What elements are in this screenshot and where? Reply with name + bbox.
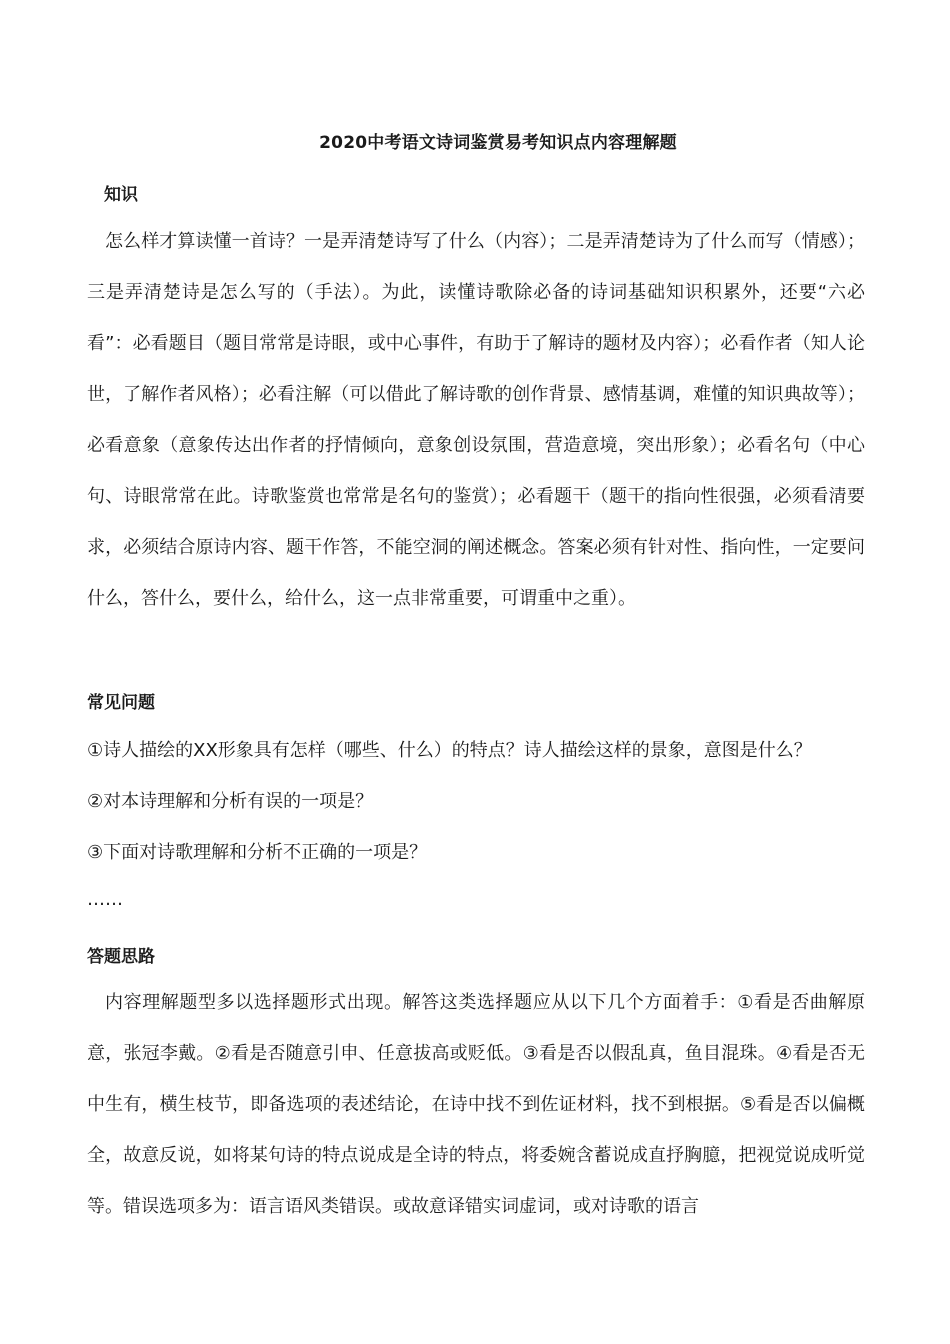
question-item-1: ①诗人描绘的XX形象具有怎样（哪些、什么）的特点？诗人描绘这样的景象，意图是什么？ bbox=[87, 740, 812, 761]
section-heading-knowledge: 知识 bbox=[104, 185, 138, 205]
section-heading-common-questions: 常见问题 bbox=[87, 693, 155, 713]
approach-paragraph: 内容理解题型多以选择题形式出现。解答这类选择题应从以下几个方面着手：①看是否曲解原意，张冠李戴。②看是否随意引申、任意拔高或贬低。③看是否以假乱真，鱼目混珠。④看是否无中生有，横生枝节，即备选项的表述结论，在诗中找不到佐证材料，找不到根据。⑤看是否以偏概全，故意反说，如将某句诗的特点说成是全诗的特点，将委婉含蓄说成直抒胸臆，把视觉说成听觉等。错误选项多为：语言语风类错误。或故意译错实词虚词，或对诗歌的语言 bbox=[87, 992, 865, 1217]
section-heading-approach: 答题思路 bbox=[87, 947, 155, 967]
question-item-ellipsis: …… bbox=[87, 889, 123, 910]
question-item-2: ②对本诗理解和分析有误的一项是？ bbox=[87, 791, 374, 812]
knowledge-paragraph: 怎么样才算读懂一首诗？一是弄清楚诗写了什么（内容）；二是弄清楚诗为了什么而写（情感）；三是弄清楚诗是怎么写的（手法）。为此，读懂诗歌除必备的诗词基础知识积累外，还要“六必看”：必看题目（题目常常是诗眼，或中心事件，有助于了解诗的题材及内容）；必看作者（知人论世，了解作者风格）；必看注解（可以借此了解诗歌的创作背景、感情基调，难懂的知识典故等）；必看意象（意象传达出作者的抒情倾向，意象创设氛围，营造意境，突出形象）；必看名句（中心句、诗眼常常在此。诗歌鉴赏也常常是名句的鉴赏）；必看题干（题干的指向性很强，必须看清要求，必须结合原诗内容、题干作答，不能空洞的阐述概念。答案必须有针对性、指向性，一定要问什么，答什么，要什么，给什么，这一点非常重要，可谓重中之重）。 bbox=[87, 231, 865, 609]
document-title: 2020中考语文诗词鉴赏易考知识点内容理解题 bbox=[319, 133, 677, 153]
question-item-3: ③下面对诗歌理解和分析不正确的一项是？ bbox=[87, 842, 428, 863]
